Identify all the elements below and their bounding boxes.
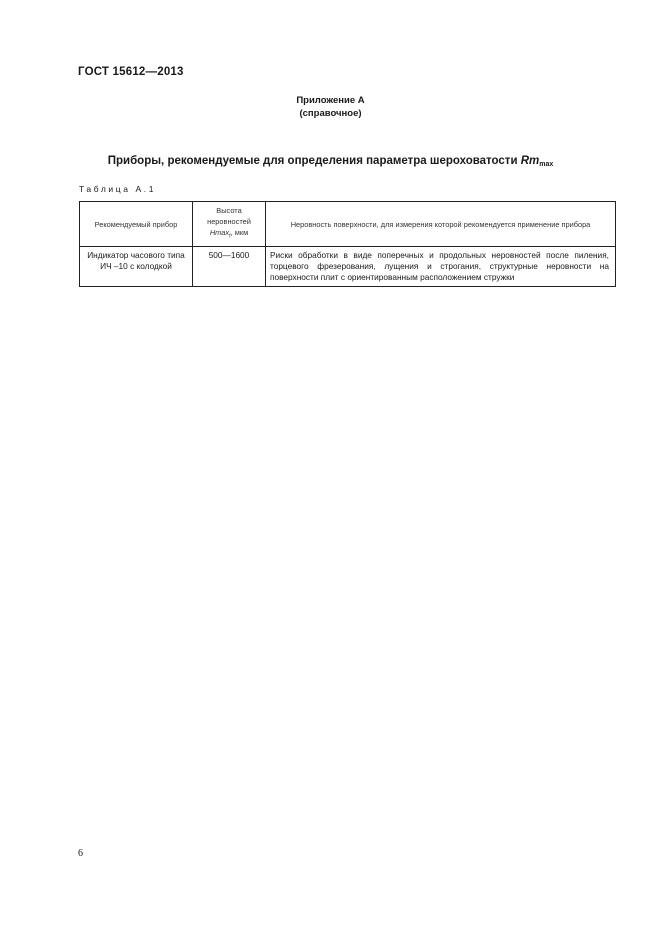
- table-header-row: [80, 202, 616, 247]
- section-heading: [0, 155, 661, 168]
- header-height-unit: , мкм: [230, 228, 249, 238]
- cell-surface: Риски обработки в виде поперечных и продольных неровностей после пиления, торцевого фрезерования, лущения и строгания, структурные неровности на поверхности плит с ориентированным расположением стружки: [266, 247, 616, 287]
- header-height-line2: неровностей: [207, 217, 251, 227]
- cell-device: Индикатор часового типа ИЧ –10 с колодкой: [80, 247, 193, 287]
- header-height-symbol: Hmax: [209, 228, 230, 238]
- appendix-title: Приложение А: [296, 95, 365, 106]
- header-height: [193, 202, 266, 247]
- header-surface: Неровность поверхности, для измерения которой рекомендуется применение прибора: [266, 202, 616, 247]
- cell-height: 500—1600: [193, 247, 266, 287]
- data-table: [79, 201, 616, 287]
- table-caption: Таблица А.1: [79, 184, 157, 194]
- heading-symbol: Rm: [520, 155, 540, 167]
- header-height-line1: Высота: [216, 206, 242, 216]
- heading-symbol-sub: max: [539, 161, 554, 168]
- page-number: 6: [78, 848, 83, 859]
- document-code: ГОСТ 15612—2013: [78, 66, 184, 78]
- table-row: [80, 247, 616, 287]
- appendix-kind: (справочное): [299, 108, 362, 119]
- header-height-symbol-wrap: [209, 228, 249, 240]
- header-height-sub: f: [229, 233, 231, 240]
- header-device: Рекомендуемый прибор: [80, 202, 193, 247]
- heading-text: Приборы, рекомендуемые для определения параметра шероховатости: [107, 155, 518, 167]
